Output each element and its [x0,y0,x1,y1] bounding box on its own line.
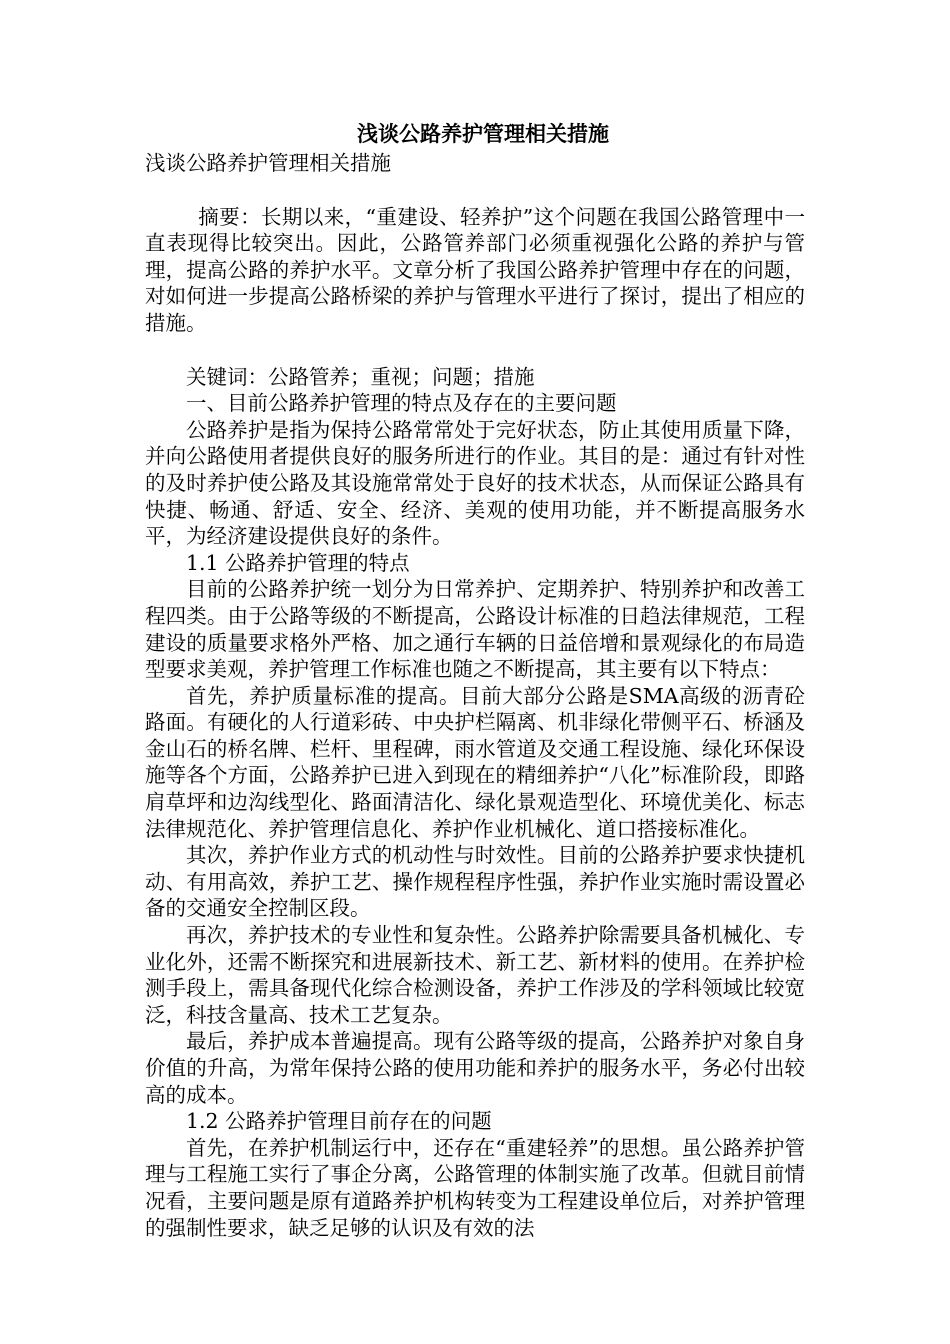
body-paragraph: 再次，养护技术的专业性和复杂性。公路养护除需要具备机械化、专业化外，还需不断探究和进展新技术、新工艺、新材料的使用。在养护检测手段上，需具备现代化综合检测设备，养护工作涉及的学科领域比较宽泛，科技含量高、技术工艺复杂。 [145,923,805,1027]
keywords-line: 关键词：公路管养；重视；问题；措施 [186,364,535,389]
document-body [145,118,805,1241]
body-paragraph: 首先，在养护机制运行中，还存在“重建轻养”的思想。虽公路养护管理与工程施工实行了事企分离，公路管理的体制实施了改革。但就目前情况看，主要问题是原有道路养护机构转变为工程建设单位后，对养护管理的强制性要求，缺乏足够的认识及有效的法 [145,1135,805,1240]
body-paragraph: 其次，养护作业方式的机动性与时效性。目前的公路养护要求快捷机动、有用高效，养护工艺、操作规程程序性强，养护作业实施时需设置必备的交通安全控制区段。 [145,843,805,921]
subsection-heading-1-1: 1.1 公路养护管理的特点 [186,550,410,575]
document-subtitle: 浅谈公路养护管理相关措施 [145,151,391,175]
body-paragraph: 首先，养护质量标准的提高。目前大部分公路是SMA高级的沥青砼路面。有硬化的人行道彩砖、中央护栏隔离、机非绿化带侧平石、桥涵及金山石的桥名牌、栏杆、里程碑，雨水管道及交通工程设施、绿化环保设施等各个方面，公路养护已进入到现在的精细养护“八化”标准阶段，即路肩草坪和边沟线型化、路面清洁化、绿化景观造型化、环境优美化、标志法律规范化、养护管理信息化、养护作业机械化、道口搭接标准化。 [145,683,805,841]
abstract-paragraph: 摘要：长期以来，“重建设、轻养护”这个问题在我国公路管理中一直表现得比较突出。因此，公路管养部门必须重视强化公路的养护与管理，提高公路的养护水平。文章分析了我国公路养护管理中存在的问题，对如何进一步提高公路桥梁的养护与管理水平进行了探讨，提出了相应的措施。 [145,204,805,335]
body-paragraph: 目前的公路养护统一划分为日常养护、定期养护、特别养护和改善工程四类。由于公路等级的不断提高，公路设计标准的日趋法律规范，工程建设的质量要求格外严格、加之通行车辆的日益倍增和景观绿化的布局造型要求美观，养护管理工作标准也随之不断提高，其主要有以下特点： [145,577,805,682]
body-paragraph: 公路养护是指为保持公路常常处于完好状态，防止其使用质量下降，并向公路使用者提供良好的服务所进行的作业。其目的是：通过有针对性的及时养护使公路及其设施常常处于良好的技术状态，从而保证公路具有快捷、畅通、舒适、安全、经济、美观的使用功能，并不断提高服务水平，为经济建设提供良好的条件。 [145,417,805,549]
body-paragraph: 最后，养护成本普遍提高。现有公路等级的提高，公路养护对象自身价值的升高，为常年保持公路的使用功能和养护的服务水平，务必付出较高的成本。 [145,1029,805,1107]
section-heading-1: 一、目前公路养护管理的特点及存在的主要问题 [186,391,617,416]
document-title: 浅谈公路养护管理相关措施 [357,121,609,146]
subsection-heading-1-2: 1.2 公路养护管理目前存在的问题 [186,1109,492,1134]
